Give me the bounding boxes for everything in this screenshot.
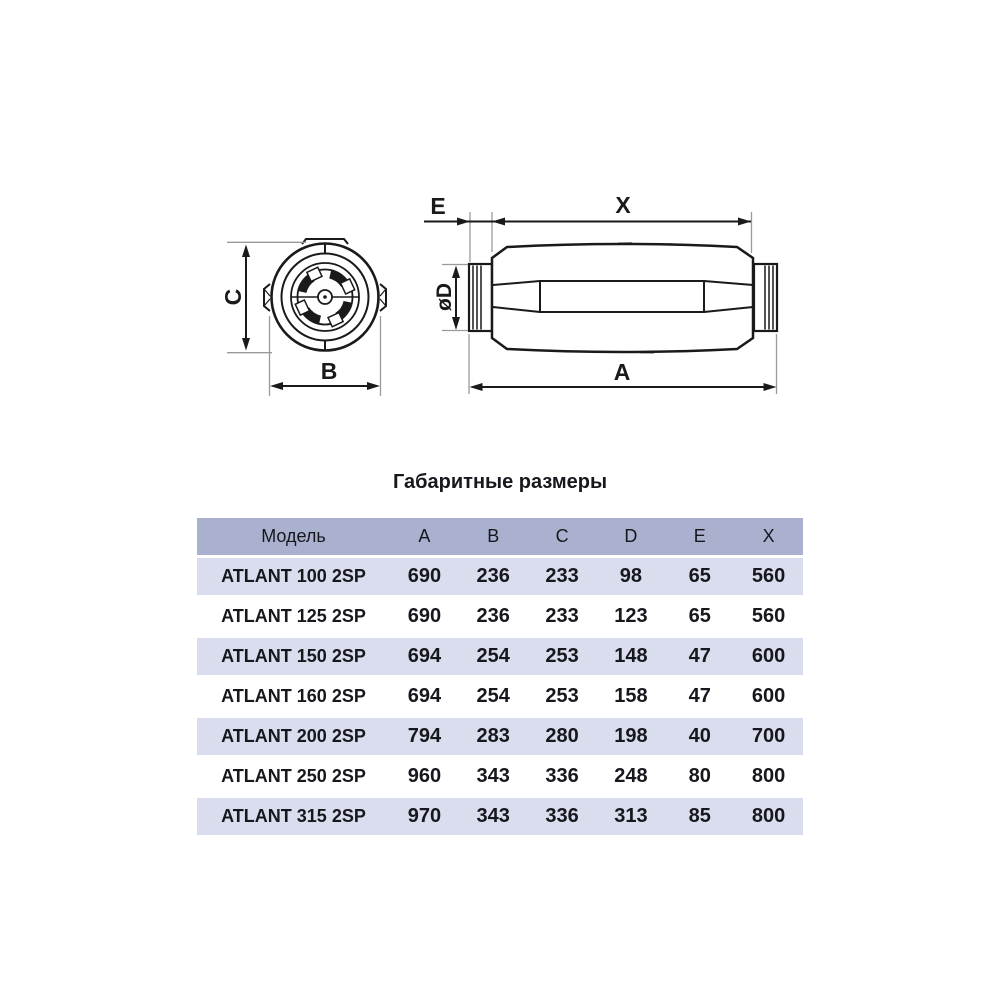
value-c: 336	[545, 805, 579, 827]
value-x: 700	[751, 725, 786, 747]
dim-label-a: A	[613, 359, 631, 385]
value-c: 280	[545, 725, 579, 747]
column-header-c: C	[555, 526, 569, 546]
value-a: 970	[407, 805, 442, 827]
value-e: 47	[688, 685, 711, 707]
clamp-band	[540, 281, 704, 312]
column-header-a: A	[418, 526, 431, 546]
dim-label-d: øD	[433, 283, 456, 311]
right-tab	[380, 284, 386, 311]
dim-label-x: X	[615, 192, 631, 218]
left-tab	[264, 284, 270, 311]
value-a: 794	[407, 725, 442, 747]
dim-label-b: B	[320, 358, 338, 384]
value-x: 560	[751, 605, 786, 627]
value-e: 65	[688, 565, 711, 587]
value-d: 313	[614, 805, 648, 827]
value-e: 80	[688, 765, 711, 787]
value-a: 694	[407, 645, 442, 667]
value-c: 233	[545, 565, 579, 587]
value-e: 40	[688, 725, 711, 747]
table-header-row	[197, 518, 803, 558]
model-name: ATLANT 150 2SP	[221, 646, 366, 666]
table-row	[197, 758, 803, 798]
value-e: 47	[688, 645, 711, 667]
dimensions-table	[197, 518, 803, 838]
value-d: 123	[614, 605, 648, 627]
value-b: 254	[476, 645, 510, 667]
column-header-d: D	[624, 526, 638, 546]
value-a: 690	[407, 565, 442, 587]
table-row	[197, 558, 803, 598]
value-b: 283	[476, 725, 510, 747]
value-c: 253	[545, 685, 579, 707]
value-d: 158	[614, 685, 648, 707]
dim-label-e: E	[430, 193, 446, 219]
value-x: 800	[751, 765, 786, 787]
model-name: ATLANT 315 2SP	[221, 806, 366, 826]
table-row	[197, 638, 803, 678]
table-row	[197, 798, 803, 838]
dim-label-c: C	[220, 288, 246, 306]
value-e: 65	[688, 605, 711, 627]
value-c: 336	[545, 765, 579, 787]
value-b: 343	[476, 765, 510, 787]
value-b: 236	[476, 605, 510, 627]
model-name: ATLANT 250 2SP	[221, 766, 366, 786]
column-header-x: X	[762, 526, 775, 546]
value-b: 254	[476, 685, 510, 707]
value-d: 248	[614, 765, 648, 787]
value-a: 960	[407, 765, 442, 787]
value-d: 98	[619, 565, 643, 587]
value-a: 690	[407, 605, 442, 627]
model-name: ATLANT 160 2SP	[221, 686, 366, 706]
value-x: 800	[751, 805, 786, 827]
model-name: ATLANT 100 2SP	[221, 566, 366, 586]
model-name: ATLANT 200 2SP	[221, 726, 366, 746]
value-b: 236	[476, 565, 510, 587]
value-e: 85	[688, 805, 711, 827]
value-c: 233	[545, 605, 579, 627]
value-x: 600	[751, 645, 786, 667]
column-header-e: E	[693, 526, 706, 546]
value-a: 694	[407, 685, 442, 707]
table-row	[197, 598, 803, 638]
front-view-drawing	[264, 239, 386, 351]
table-row	[197, 718, 803, 758]
value-x: 560	[751, 565, 786, 587]
table-row	[197, 678, 803, 718]
column-header-b: B	[487, 526, 500, 546]
technical-drawing	[0, 0, 1000, 470]
value-c: 253	[545, 645, 579, 667]
value-b: 343	[476, 805, 510, 827]
section-title: Габаритные размеры	[392, 471, 608, 493]
column-header-model: Модель	[261, 526, 326, 546]
value-d: 148	[614, 645, 648, 667]
model-name: ATLANT 125 2SP	[221, 606, 366, 626]
side-view-drawing	[469, 243, 777, 353]
dimension-d	[433, 265, 468, 331]
hub-dot	[323, 295, 327, 299]
value-x: 600	[751, 685, 786, 707]
value-d: 198	[614, 725, 648, 747]
